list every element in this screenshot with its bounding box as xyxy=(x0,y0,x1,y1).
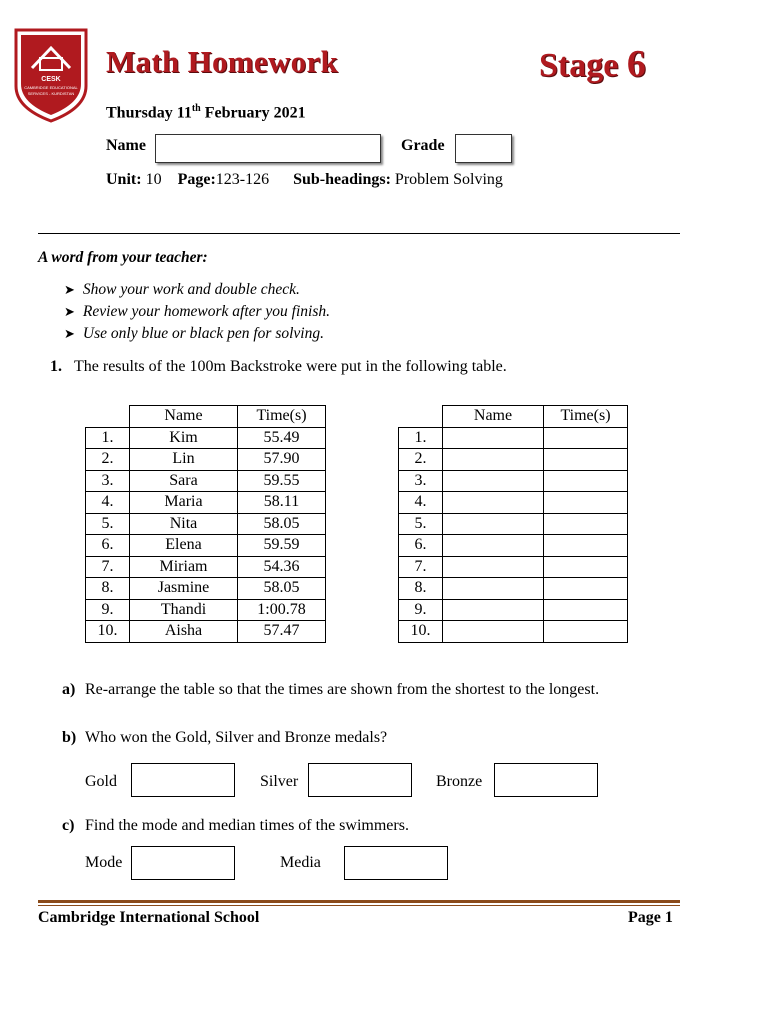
header-time: Time(s) xyxy=(238,406,326,428)
table-row xyxy=(399,578,628,600)
arrow-bullet-icon: ➤ xyxy=(64,304,75,319)
part-a-label: a) xyxy=(62,681,76,698)
subheadings-label: Sub-headings: xyxy=(293,171,391,188)
media-label: Media xyxy=(280,854,321,871)
row-number: 8. xyxy=(86,578,130,600)
gold-label: Gold xyxy=(85,773,117,790)
table-row xyxy=(86,556,326,578)
mode-label: Mode xyxy=(85,854,123,871)
table-row xyxy=(86,599,326,621)
teacher-heading: A word from your teacher: xyxy=(38,249,208,266)
table-row xyxy=(399,492,628,514)
bronze-label: Bronze xyxy=(436,773,483,790)
blank-time-cell[interactable] xyxy=(544,470,628,492)
logo-abbrev: CESK xyxy=(41,76,61,83)
teacher-bullet xyxy=(64,303,330,321)
swimmer-time: 57.47 xyxy=(238,621,326,643)
row-number: 4. xyxy=(86,492,130,514)
table-row xyxy=(86,427,326,449)
swimmer-name: Kim xyxy=(130,427,238,449)
corner-cell xyxy=(399,406,443,428)
blank-time-cell[interactable] xyxy=(544,578,628,600)
logo-line-2: SERVICES - KURDISTAN xyxy=(27,91,75,96)
blank-name-cell[interactable] xyxy=(443,535,544,557)
bronze-answer-box[interactable] xyxy=(494,763,598,797)
table-row xyxy=(86,470,326,492)
table-row xyxy=(399,470,628,492)
question-number: 1. xyxy=(50,358,62,375)
table-row xyxy=(86,578,326,600)
date-line xyxy=(106,103,306,122)
table-header-row xyxy=(86,406,326,428)
unit-label: Unit: xyxy=(106,171,142,188)
page-value: 123-126 xyxy=(215,171,270,188)
table-row xyxy=(399,599,628,621)
stage-word: Stage xyxy=(539,47,619,84)
question-text: The results of the 100m Backstroke were put in the following table. xyxy=(74,358,507,375)
teacher-bullet xyxy=(64,325,324,343)
part-b-label: b) xyxy=(62,729,77,746)
stage-number: 6 xyxy=(626,43,646,85)
table-header-row xyxy=(399,406,628,428)
swimmer-name: Thandi xyxy=(130,599,238,621)
subheadings-value: Problem Solving xyxy=(390,171,503,188)
blank-name-cell[interactable] xyxy=(443,621,544,643)
table-row xyxy=(399,556,628,578)
table-row xyxy=(399,621,628,643)
stage-heading xyxy=(539,42,646,86)
blank-name-cell[interactable] xyxy=(443,427,544,449)
swimmer-time: 54.36 xyxy=(238,556,326,578)
school-logo xyxy=(12,26,90,124)
blank-name-cell[interactable] xyxy=(443,578,544,600)
unit-value: 10 xyxy=(141,171,162,188)
header-divider xyxy=(38,233,680,234)
row-number: 8. xyxy=(399,578,443,600)
blank-name-cell[interactable] xyxy=(443,513,544,535)
row-number: 9. xyxy=(86,599,130,621)
results-body xyxy=(86,406,326,643)
part-b-text: Who won the Gold, Silver and Bronze medals? xyxy=(85,729,388,746)
row-number: 5. xyxy=(86,513,130,535)
teacher-bullet xyxy=(64,281,300,299)
blank-time-cell[interactable] xyxy=(544,492,628,514)
corner-cell xyxy=(86,406,130,428)
blank-time-cell[interactable] xyxy=(544,556,628,578)
name-label: Name xyxy=(106,137,146,154)
date-suffix: February 2021 xyxy=(200,104,306,122)
row-number: 5. xyxy=(399,513,443,535)
row-number: 3. xyxy=(86,470,130,492)
swimmer-name: Maria xyxy=(130,492,238,514)
date-prefix: Thursday 11 xyxy=(106,104,192,122)
blank-time-cell[interactable] xyxy=(544,427,628,449)
row-number: 1. xyxy=(399,427,443,449)
page-label: Page: xyxy=(177,171,216,188)
swimmer-name: Sara xyxy=(130,470,238,492)
arrow-bullet-icon: ➤ xyxy=(64,282,75,297)
row-number: 10. xyxy=(86,621,130,643)
footer-school: Cambridge International School xyxy=(38,909,260,926)
mode-answer-box[interactable] xyxy=(131,846,235,880)
swimmer-time: 55.49 xyxy=(238,427,326,449)
blank-name-cell[interactable] xyxy=(443,449,544,471)
table-row xyxy=(399,449,628,471)
swimmer-name: Jasmine xyxy=(130,578,238,600)
part-c-text: Find the mode and median times of the swimmers. xyxy=(85,817,409,834)
swimmer-time: 58.11 xyxy=(238,492,326,514)
date-sup: th xyxy=(191,103,201,114)
row-number: 9. xyxy=(399,599,443,621)
header-name: Name xyxy=(130,406,238,428)
blank-time-cell[interactable] xyxy=(544,621,628,643)
name-field[interactable] xyxy=(155,134,381,163)
row-number: 2. xyxy=(399,449,443,471)
gold-answer-box[interactable] xyxy=(131,763,235,797)
grade-field[interactable] xyxy=(455,134,512,163)
table-row xyxy=(86,535,326,557)
grade-label: Grade xyxy=(401,137,445,154)
row-number: 4. xyxy=(399,492,443,514)
row-number: 10. xyxy=(399,621,443,643)
blank-time-cell[interactable] xyxy=(544,513,628,535)
swimmer-time: 58.05 xyxy=(238,578,326,600)
logo-line-1: CAMBRIDGE EDUCATIONAL xyxy=(24,85,78,90)
row-number: 6. xyxy=(399,535,443,557)
table-row xyxy=(86,621,326,643)
footer-divider xyxy=(38,900,680,903)
row-number: 2. xyxy=(86,449,130,471)
swimmer-name: Miriam xyxy=(130,556,238,578)
row-number: 7. xyxy=(399,556,443,578)
swimmer-time: 59.59 xyxy=(238,535,326,557)
median-answer-box[interactable] xyxy=(344,846,448,880)
row-number: 1. xyxy=(86,427,130,449)
table-row xyxy=(399,535,628,557)
swimmer-time: 1:00.78 xyxy=(238,599,326,621)
page-title: Math Homework xyxy=(106,44,339,79)
swimmer-name: Aisha xyxy=(130,621,238,643)
blank-time-cell[interactable] xyxy=(544,535,628,557)
swimmer-name: Nita xyxy=(130,513,238,535)
swimmer-time: 57.90 xyxy=(238,449,326,471)
footer-divider-thin xyxy=(38,905,680,906)
silver-label: Silver xyxy=(260,773,299,790)
table-row xyxy=(399,513,628,535)
silver-answer-box[interactable] xyxy=(308,763,412,797)
unit-line xyxy=(106,171,503,189)
row-number: 7. xyxy=(86,556,130,578)
swimmer-time: 58.05 xyxy=(238,513,326,535)
part-c-label: c) xyxy=(62,817,75,834)
blank-name-cell[interactable] xyxy=(443,556,544,578)
table-row xyxy=(86,449,326,471)
arrow-bullet-icon: ➤ xyxy=(64,326,75,341)
swimmer-name: Elena xyxy=(130,535,238,557)
bullet-text: Use only blue or black pen for solving. xyxy=(82,325,324,342)
blank-time-cell[interactable] xyxy=(544,449,628,471)
swimmer-time: 59.55 xyxy=(238,470,326,492)
row-number: 3. xyxy=(399,470,443,492)
swimmer-name: Lin xyxy=(130,449,238,471)
header-time: Time(s) xyxy=(544,406,628,428)
blank-name-cell[interactable] xyxy=(443,470,544,492)
bullet-text: Show your work and double check. xyxy=(82,281,300,298)
blank-time-cell[interactable] xyxy=(544,599,628,621)
part-a-text: Re-arrange the table so that the times are shown from the shortest to the longest. xyxy=(85,681,600,698)
blank-name-cell[interactable] xyxy=(443,492,544,514)
blank-table xyxy=(398,405,628,643)
table-row xyxy=(86,513,326,535)
footer-page: Page 1 xyxy=(628,909,673,926)
blank-name-cell[interactable] xyxy=(443,599,544,621)
row-number: 6. xyxy=(86,535,130,557)
blank-body xyxy=(399,406,628,643)
header-name: Name xyxy=(443,406,544,428)
table-row xyxy=(399,427,628,449)
results-table xyxy=(85,405,326,643)
bullet-text: Review your homework after you finish. xyxy=(82,303,330,320)
table-row xyxy=(86,492,326,514)
